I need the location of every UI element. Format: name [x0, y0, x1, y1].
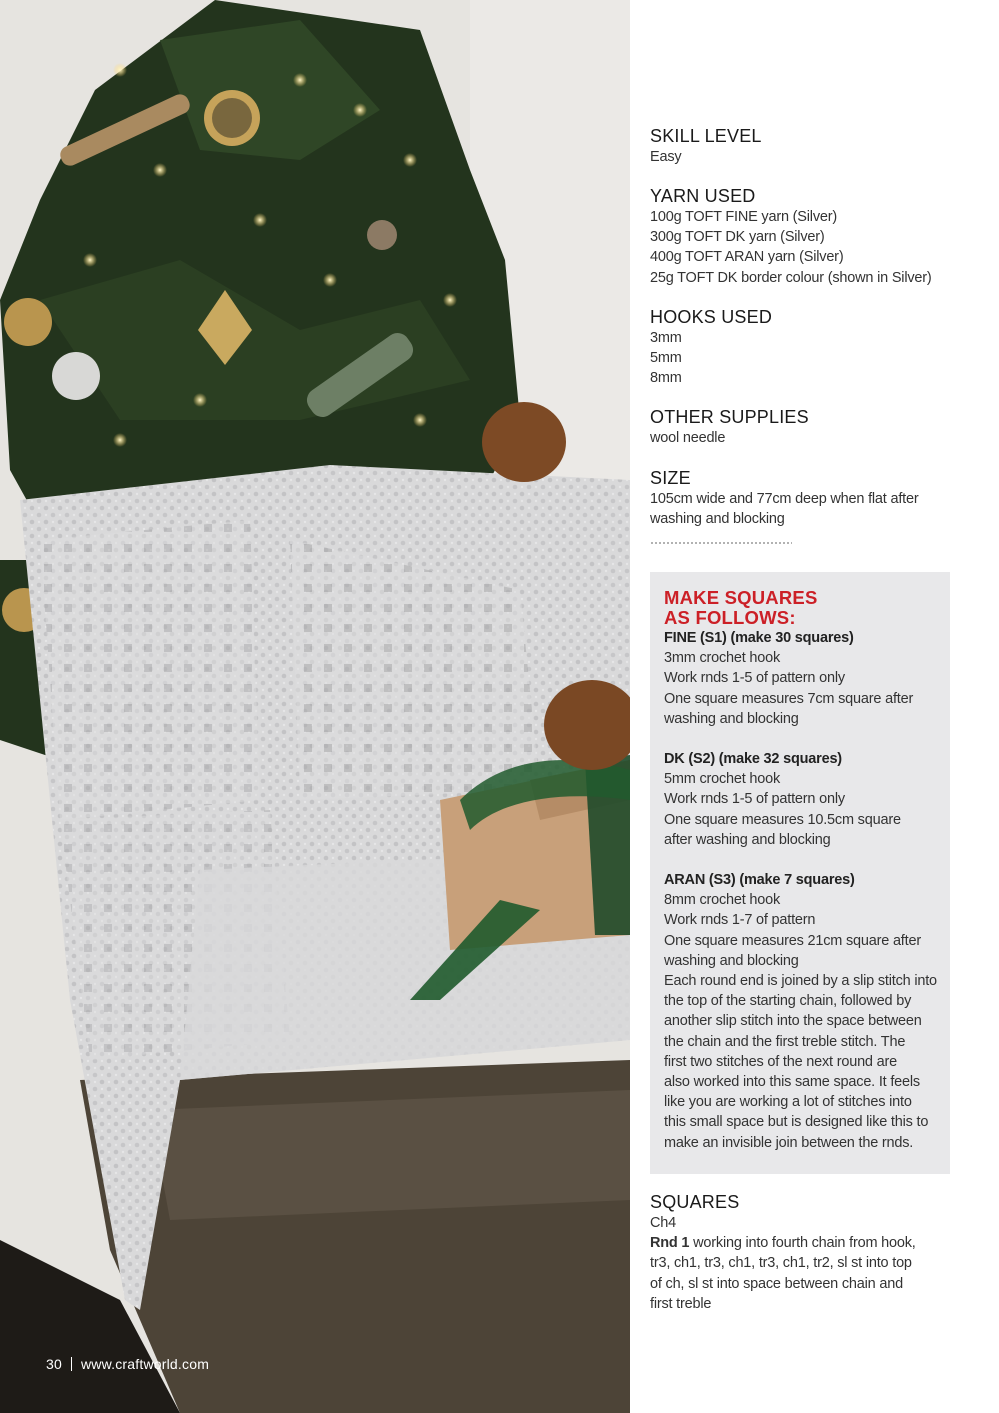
supply-item: wool needle — [650, 430, 726, 446]
dk-line: Work rnds 1-5 of pattern only — [664, 791, 845, 808]
other-supplies-heading: OTHER SUPPLIES — [650, 407, 809, 427]
round-1-instruction — [650, 1233, 950, 1253]
yarn-line: 25g TOFT DK border colour (shown in Silver) — [650, 269, 932, 286]
hook-size: 5mm — [650, 350, 682, 367]
aran-line: this small space but is designed like this to — [664, 1114, 929, 1131]
make-squares-panel — [650, 572, 950, 1174]
dk-line: 5mm crochet hook — [664, 771, 781, 788]
aran-line: first two stitches of the next round are — [664, 1053, 897, 1070]
skill-level-value: Easy — [650, 149, 682, 165]
aran-line: the chain and the first treble stitch. The — [664, 1033, 906, 1050]
other-supplies-section — [650, 406, 950, 448]
footer-divider — [71, 1357, 72, 1371]
fine-title: FINE (S1) (make 30 squares) — [664, 630, 854, 646]
aran-line: washing and blocking — [664, 952, 799, 969]
aran-line: another slip stitch into the space between — [664, 1013, 922, 1030]
pinecone-icon — [482, 402, 566, 482]
fine-line: One square measures 7cm square after — [664, 690, 914, 707]
dk-line: One square measures 10.5cm square — [664, 811, 901, 828]
round-1-line: tr3, ch1, tr3, ch1, tr3, ch1, tr2, sl st into top — [650, 1255, 912, 1272]
fine-line: washing and blocking — [664, 710, 799, 727]
page-footer — [46, 1356, 209, 1372]
size-line: washing and blocking — [650, 511, 785, 528]
size-heading: SIZE — [650, 468, 691, 488]
yarn-used-section — [650, 185, 950, 288]
size-line: 105cm wide and 77cm deep when flat after — [650, 491, 919, 507]
squares-heading: SQUARES — [650, 1192, 740, 1212]
make-squares-heading-2: AS FOLLOWS: — [664, 607, 796, 628]
skill-level-section — [650, 125, 950, 167]
fine-line: Work rnds 1-5 of pattern only — [664, 670, 845, 687]
website-url[interactable]: www.craftworld.com — [80, 1356, 210, 1372]
yarn-line: 100g TOFT FINE yarn (Silver) — [650, 209, 837, 225]
spacer — [664, 850, 944, 870]
page-number: 30 — [46, 1356, 62, 1372]
aran-line: make an invisible join between the rnds. — [664, 1134, 914, 1151]
aran-line: Each round end is joined by a slip stitch into — [664, 973, 937, 990]
round-1-label: Rnd 1 — [650, 1235, 690, 1252]
hook-size: 8mm — [650, 370, 682, 387]
hook-size: 3mm — [650, 330, 682, 346]
size-section — [650, 467, 950, 529]
skill-level-heading: SKILL LEVEL — [650, 126, 762, 146]
aran-line: like you are working a lot of stitches into — [664, 1094, 912, 1111]
chain-instruction: Ch4 — [650, 1215, 676, 1231]
aran-line: Work rnds 1-7 of pattern — [664, 912, 816, 929]
fine-line: 3mm crochet hook — [664, 650, 781, 667]
aran-title: ARAN (S3) (make 7 squares) — [664, 872, 855, 889]
hooks-used-heading: HOOKS USED — [650, 307, 773, 327]
yarn-line: 400g TOFT ARAN yarn (Silver) — [650, 249, 844, 266]
spacer — [664, 729, 944, 749]
dk-line: after washing and blocking — [664, 831, 831, 848]
aran-line: One square measures 21cm square after — [664, 932, 921, 949]
yarn-line: 300g TOFT DK yarn (Silver) — [650, 229, 825, 246]
aran-line: also worked into this same space. It feels — [664, 1074, 920, 1091]
round-1-text: working into fourth chain from hook, — [693, 1235, 916, 1252]
dk-title: DK (S2) (make 32 squares) — [664, 751, 842, 768]
make-squares-heading: MAKE SQUARES — [664, 587, 818, 608]
aran-line: 8mm crochet hook — [664, 892, 781, 909]
dotted-divider — [650, 542, 792, 544]
round-1-line: of ch, sl st into space between chain and — [650, 1275, 903, 1292]
hooks-used-section — [650, 306, 950, 389]
aran-line: the top of the starting chain, followed by — [664, 993, 912, 1010]
squares-section — [650, 1191, 950, 1314]
yarn-used-heading: YARN USED — [650, 186, 756, 206]
round-1-line: first treble — [650, 1295, 712, 1312]
